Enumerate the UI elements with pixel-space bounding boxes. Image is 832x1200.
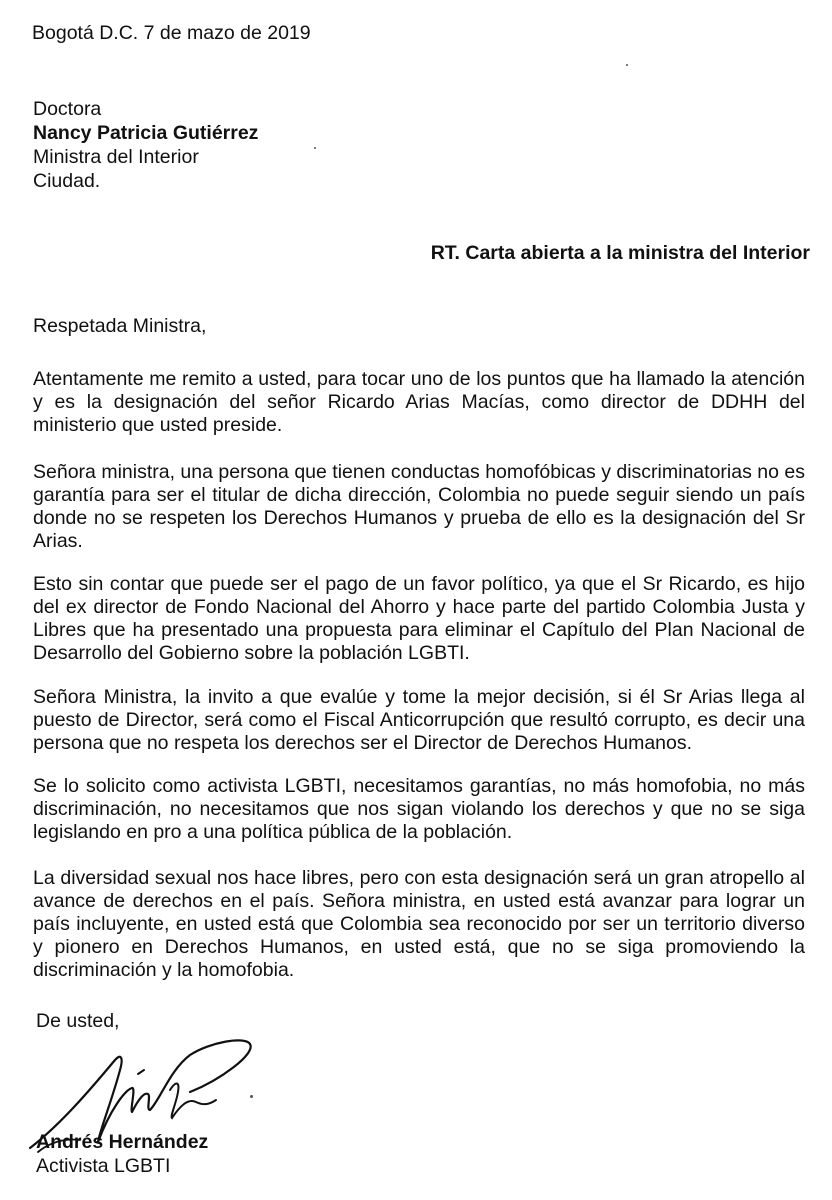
body-paragraph-1: Atentamente me remito a usted, para tocar uno de los puntos que ha llamado la atención y es la designación del señor Ricardo Arias Macías, como director de DDHH del ministerio que usted preside.: [33, 368, 805, 436]
body-paragraph-3: Esto sin contar que puede ser el pago de un favor político, ya que el Sr Ricardo, es hijo del ex director de Fondo Nacional del Ahorro y hace parte del partido Colombia Justa y Libres que ha presentado una propuesta para eliminar el Capítulo del Plan Nacional de Desarrollo del Gobierno sobre la población LGBTI.: [33, 573, 805, 664]
recipient-city: Ciudad.: [33, 170, 101, 192]
body-paragraph-6: La diversidad sexual nos hace libres, pero con esta designación será un gran atropello al avance de derechos en el país. Señora ministra, en usted está avanzar para lograr un país incluyente, en usted está que Colombia sea reconocido por ser un territorio diverso y pionero en Derechos Humanos, en usted está, que no se siga promoviendo la discriminación y la homofobia.: [33, 867, 805, 981]
recipient-block: [33, 97, 258, 193]
recipient-name: Nancy Patricia Gutiérrez: [33, 122, 259, 144]
salutation: Respetada Ministra,: [33, 315, 207, 337]
body-paragraph-2: Señora ministra, una persona que tienen conductas homofóbicas y discriminatorias no es garantía para ser el titular de dicha dirección, Colombia no puede seguir siendo un país donde no se respeten los Derechos Humanos y prueba de ello es la designación del Sr Arias.: [33, 461, 805, 552]
closing: De usted,: [36, 1010, 120, 1032]
body-paragraph-5: Se lo solicito como activista LGBTI, necesitamos garantías, no más homofobia, no más discriminación, no necesitamos que nos sigan violando los derechos y que no se siga legislando en pro a una política pública de la población.: [33, 775, 805, 843]
signer-role: Activista LGBTI: [36, 1155, 171, 1177]
signer-block: [36, 1130, 208, 1178]
signer-name: Andrés Hernández: [36, 1131, 209, 1153]
scan-speck: [314, 147, 316, 149]
letter-date: Bogotá D.C. 7 de mazo de 2019: [32, 22, 311, 44]
recipient-position: Ministra del Interior: [33, 146, 199, 168]
scan-speck: [250, 1095, 253, 1098]
recipient-title: Doctora: [33, 98, 102, 120]
scan-speck: [626, 64, 628, 66]
letter-subject: RT. Carta abierta a la ministra del Interior: [430, 242, 810, 264]
body-paragraph-4: Señora Ministra, la invito a que evalúe y tome la mejor decisión, si él Sr Arias llega al puesto de Director, será como el Fiscal Anticorrupción que resultó corrupto, es decir una persona que no respeta los derechos ser el Director de Derechos Humanos.: [33, 686, 805, 754]
